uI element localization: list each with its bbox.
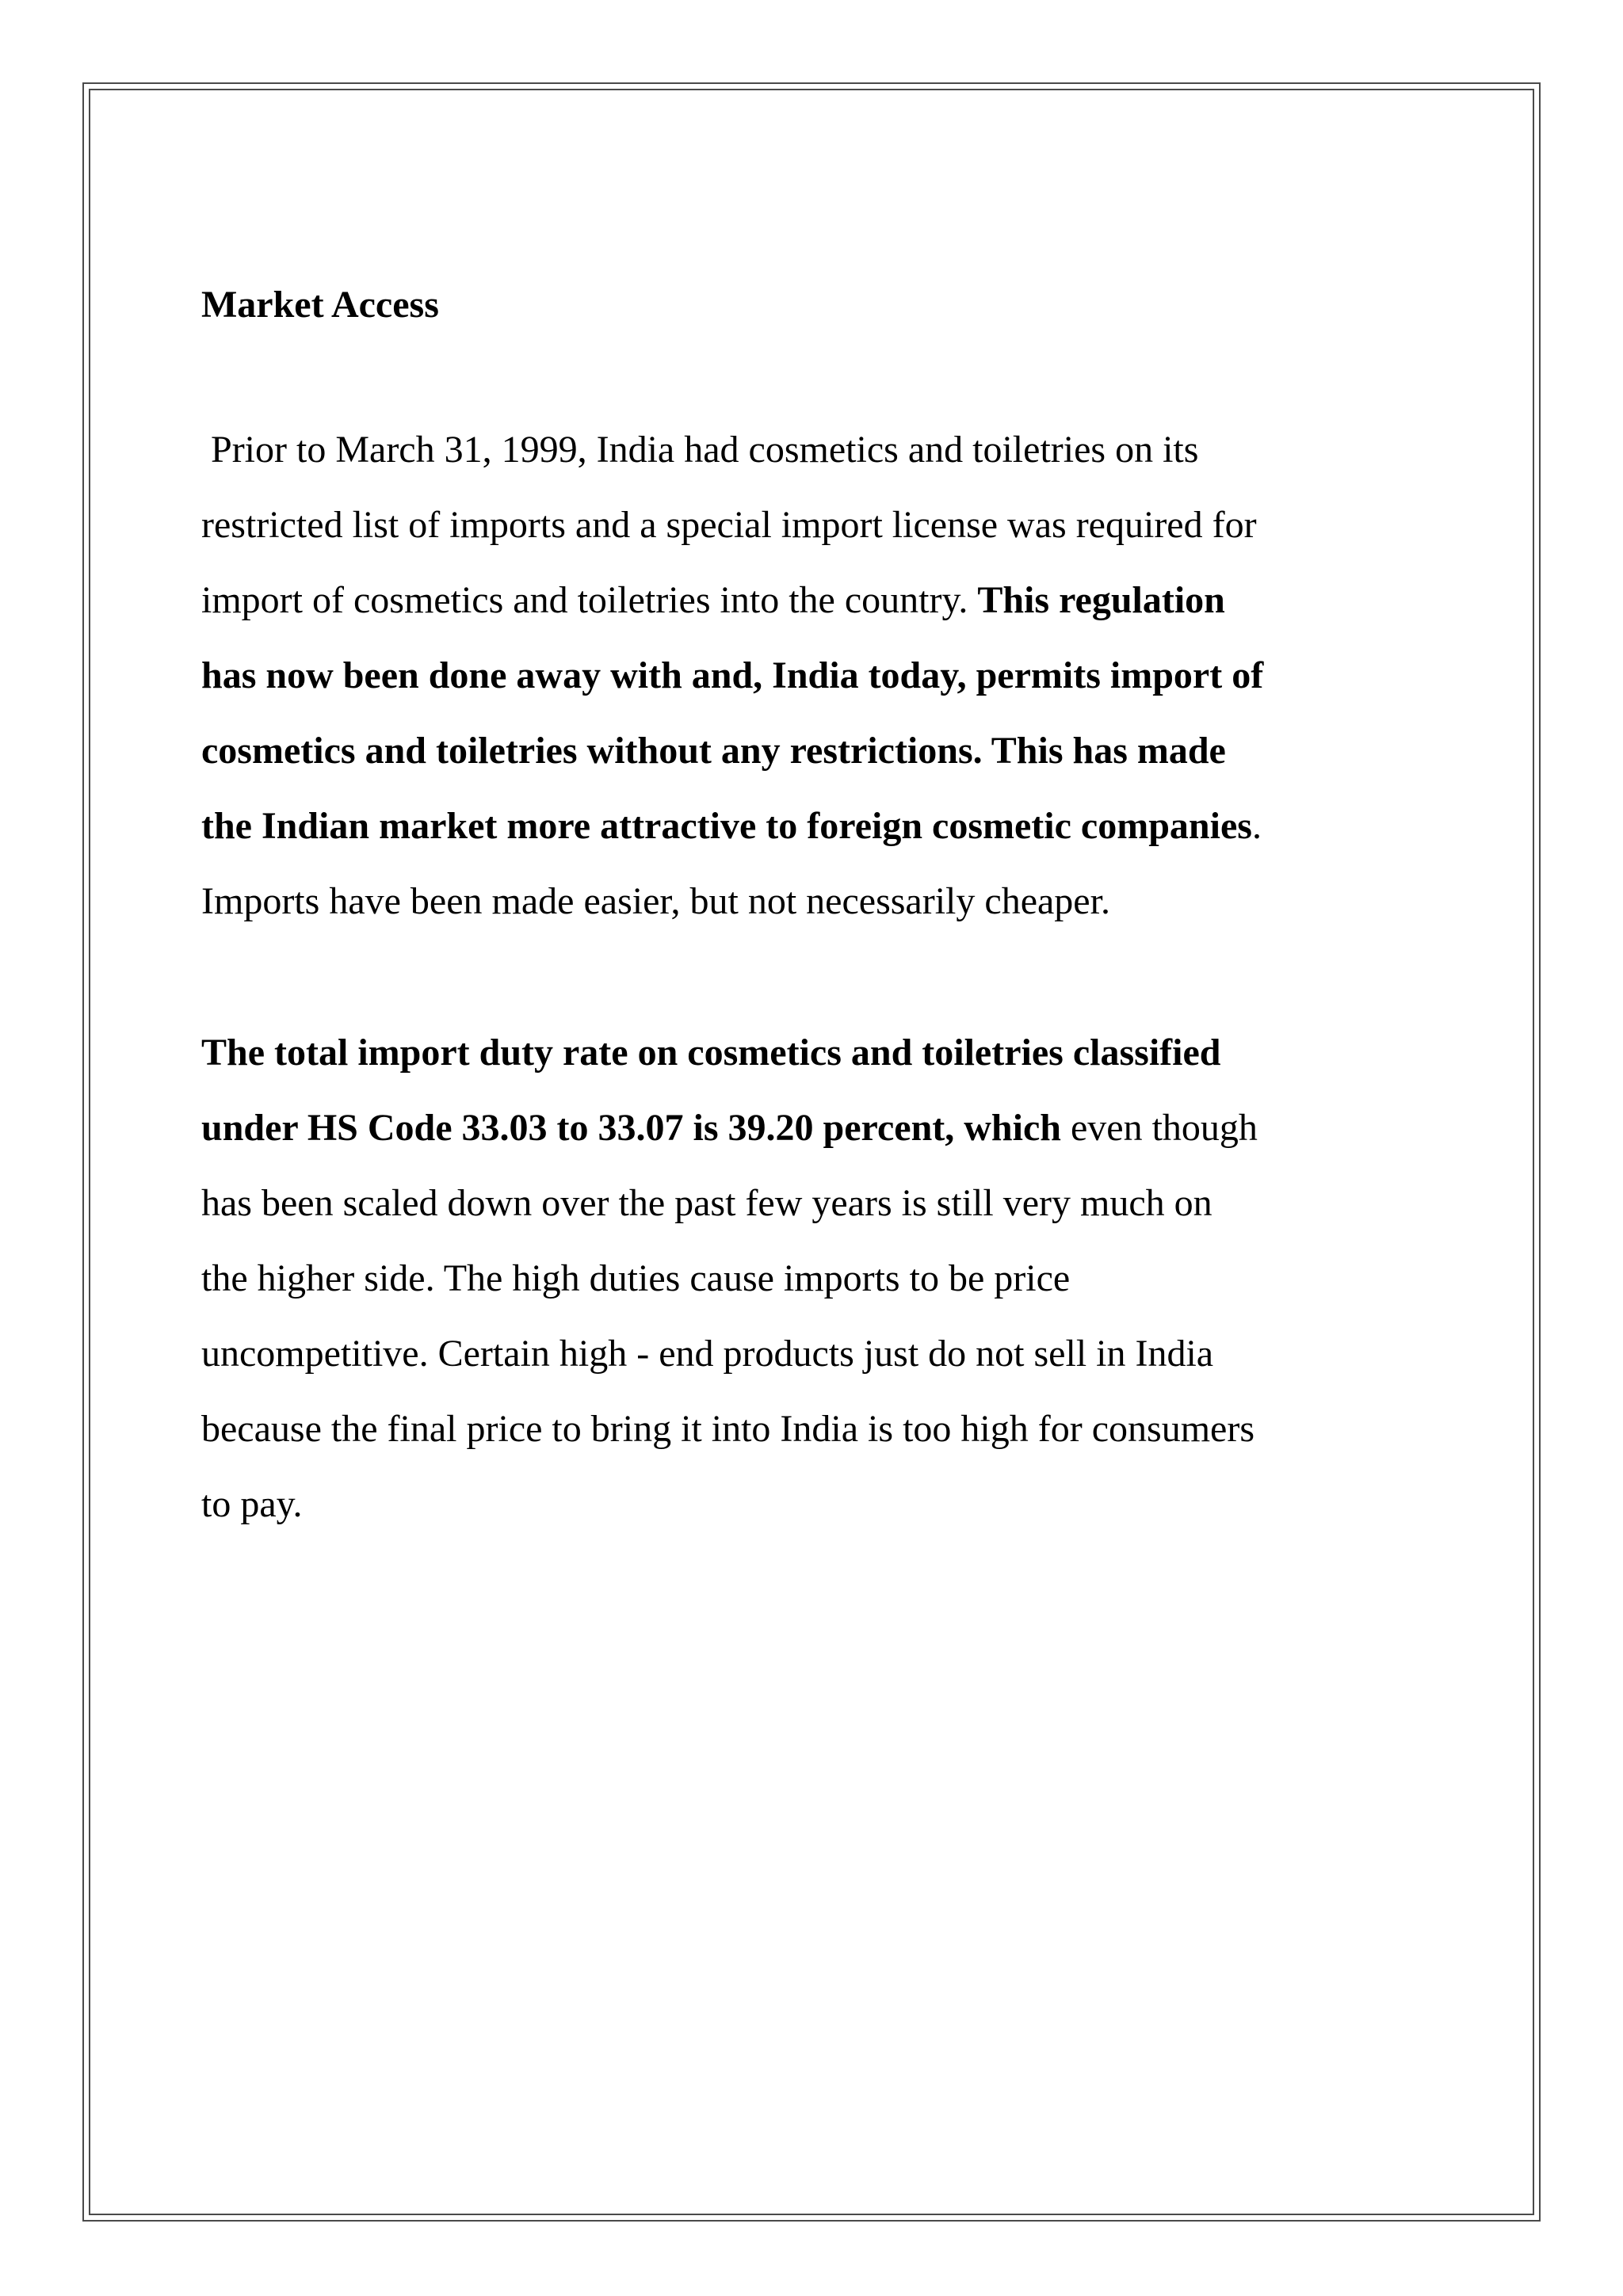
paragraph1-line-5-bold: cosmetics and toiletries without any restrictions. This has made: [201, 730, 1226, 772]
paragraph1-line-3: [201, 563, 1438, 638]
paragraph1-line-6: [201, 788, 1438, 864]
paragraph1-line-3-text: import of cosmetics and toiletries into the country.: [201, 579, 978, 621]
paragraph1-line-7: Imports have been made easier, but not necessarily cheaper.: [201, 880, 1110, 922]
section-heading: Market Access: [201, 284, 439, 326]
paragraph-market-access: [201, 412, 1438, 939]
document-content: [201, 274, 1438, 1542]
paragraph2-line-2-bold: under HS Code 33.03 to 33.07 is 39.20 percent, which: [201, 1107, 1061, 1149]
paragraph1-line-6-bold: the Indian market more attractive to foreign cosmetic companies: [201, 805, 1252, 847]
paragraph1-line-6-text: .: [1251, 805, 1262, 847]
paragraph2-line-2-text: even though: [1060, 1107, 1258, 1149]
paragraph1-line-4: [201, 638, 1438, 713]
paragraph2-line-1-bold: The total import duty rate on cosmetics and toiletries classified: [201, 1032, 1221, 1074]
paragraph2-line-5: uncompetitive. Certain high - end products just do not sell in India: [201, 1333, 1214, 1375]
paragraph1-line-5: [201, 713, 1438, 788]
paragraph2-line-7: to pay.: [201, 1483, 303, 1525]
paragraph1-line-1: Prior to March 31, 1999, India had cosmetics and toiletries on its: [201, 429, 1199, 471]
paragraph2-line-4: the higher side. The high duties cause imports to be price: [201, 1257, 1071, 1299]
paragraph1-line-4-bold: has now been done away with and, India today, permits import of: [201, 654, 1264, 696]
paragraph1-line-2: restricted list of imports and a special import license was required for: [201, 504, 1257, 546]
paragraph2-line-1: [201, 1015, 1438, 1090]
paragraph1-line-3-bold: This regulation: [977, 579, 1225, 621]
paragraph2-line-3: has been scaled down over the past few years is still very much on: [201, 1182, 1212, 1224]
paragraph-import-duty: [201, 1015, 1438, 1542]
paragraph2-line-2: [201, 1090, 1438, 1165]
paragraph2-line-6: because the final price to bring it into India is too high for consumers: [201, 1408, 1254, 1450]
